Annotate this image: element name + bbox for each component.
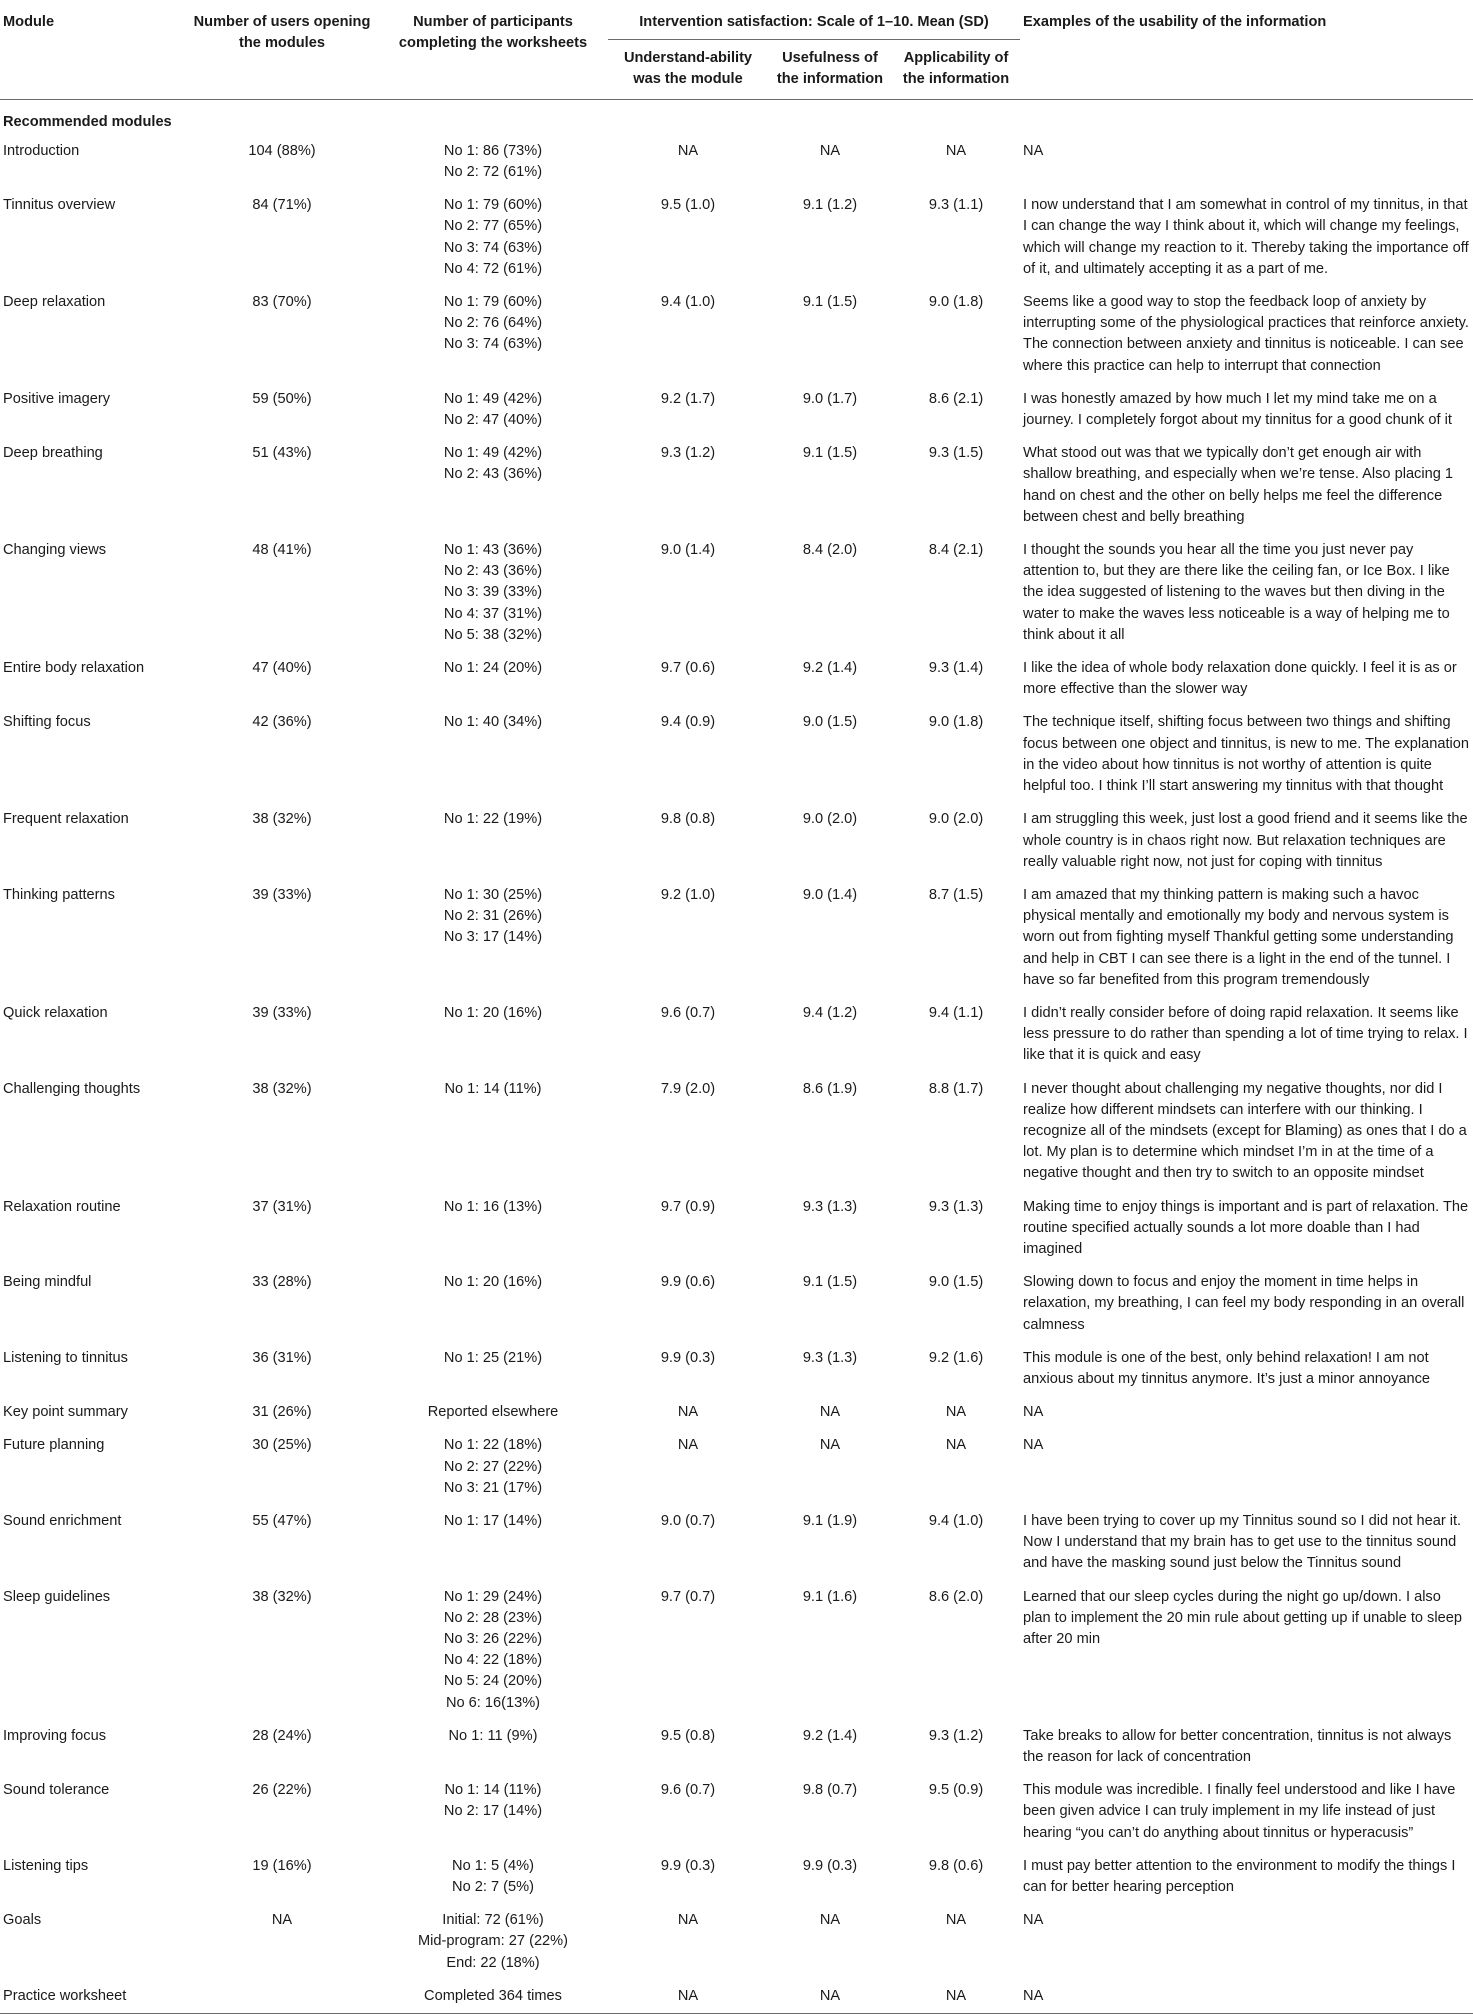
example-cell: I never thought about challenging my negative thoughts, nor did I realize how different mindsets can interfere with our thinking. I recognize all of the mindsets (except for Blaming) as ones that I do a lot. My plan is to determine which mindset I’m in at the time of a negative thought and then try to switch to an opposite mindset	[1023, 1080, 1467, 1182]
module-cell: Deep breathing	[3, 445, 103, 462]
applicability-cell: 9.3 (1.1)	[928, 197, 984, 214]
example-cell: Take breaks to allow for better concentration, tinnitus is not always the reason for lack of concentration	[1023, 1727, 1452, 1766]
module-cell: Challenging thoughts	[3, 1080, 141, 1097]
usefulness-cell: 9.3 (1.3)	[802, 1198, 858, 1215]
example-cell: Seems like a good way to stop the feedback loop of anxiety by interrupting some of the physiological practices that reinforce anxiety. The connection between anxiety and tinnitus is noticeable. I can see where this practice can help to interrupt that connection	[1023, 294, 1469, 374]
usefulness-cell: 9.0 (2.0)	[802, 811, 858, 828]
module-cell: Being mindful	[3, 1274, 92, 1291]
users-opening-cell: 33 (28%)	[252, 1274, 312, 1291]
worksheets-cell: No 1: 43 (36%) No 2: 43 (36%) No 3: 39 (33%) No 4: 37 (31%) No 5: 38 (32%)	[443, 542, 543, 643]
applicability-cell: NA	[945, 1404, 967, 1421]
example-cell: I like the idea of whole body relaxation done quickly. I feel it is as or more effective than the slower way	[1023, 660, 1457, 698]
applicability-cell: NA	[945, 1987, 967, 2004]
applicability-cell: NA	[945, 1437, 967, 1454]
understandability-cell: 9.9 (0.6)	[660, 1274, 716, 1291]
example-cell: Making time to enjoy things is important and is part of relaxation. The routine specified actually sounds a lot more doable than I had imagined	[1023, 1198, 1469, 1257]
understandability-cell: 9.9 (0.3)	[660, 1857, 716, 1874]
understandability-cell: NA	[677, 1912, 699, 1929]
header-usefulness: Usefulness of the information	[776, 50, 884, 88]
applicability-cell: 9.3 (1.4)	[928, 660, 984, 677]
users-opening-cell: 38 (32%)	[252, 1588, 312, 1605]
usefulness-cell: 9.1 (1.6)	[802, 1588, 858, 1605]
usefulness-cell: NA	[819, 1437, 841, 1454]
understandability-cell: 9.7 (0.9)	[660, 1198, 716, 1215]
applicability-cell: 9.0 (1.5)	[928, 1274, 984, 1291]
understandability-cell: 9.6 (0.7)	[660, 1782, 716, 1799]
example-cell: Learned that our sleep cycles during the night go up/down. I also plan to implement the 20 min rule about getting up if unable to sleep after 20 min	[1023, 1588, 1462, 1647]
understandability-cell: 9.7 (0.7)	[660, 1588, 716, 1605]
module-cell: Entire body relaxation	[3, 660, 145, 677]
example-cell: I didn’t really consider before of doing rapid relaxation. It seems like less pressure to do rather than spending a lot of time trying to relax. I like that it is quick and easy	[1023, 1004, 1468, 1064]
table-row	[0, 1720, 1473, 1774]
worksheets-cell: No 1: 79 (60%) No 2: 76 (64%) No 3: 74 (63%)	[443, 294, 543, 353]
worksheets-cell: No 1: 17 (14%)	[443, 1512, 543, 1529]
example-cell: I am struggling this week, just lost a good friend and it seems like the whole country is in chaos right now. But relaxation techniques are really valuable right now, not just for coping with tinnitus	[1023, 811, 1468, 870]
applicability-cell: 9.8 (0.6)	[928, 1857, 984, 1874]
example-cell: I must pay better attention to the environment to modify the things I can for better hearing perception	[1023, 1857, 1456, 1896]
usefulness-cell: 8.4 (2.0)	[802, 542, 858, 559]
understandability-cell: 9.2 (1.7)	[660, 390, 716, 407]
users-opening-cell: 104 (88%)	[248, 142, 316, 159]
users-opening-cell: 55 (47%)	[252, 1512, 312, 1529]
module-cell: Key point summary	[3, 1404, 128, 1421]
worksheets-cell: No 1: 20 (16%)	[443, 1274, 543, 1291]
users-opening-cell: 38 (32%)	[252, 1080, 312, 1097]
applicability-cell: 9.2 (1.6)	[928, 1349, 984, 1366]
table-row	[0, 1581, 1473, 1720]
applicability-cell: NA	[945, 142, 967, 159]
table-row	[0, 997, 1473, 1073]
users-opening-cell: 47 (40%)	[252, 660, 312, 677]
module-cell: Sound enrichment	[3, 1512, 122, 1529]
worksheets-cell: No 1: 5 (4%) No 2: 7 (5%)	[452, 1857, 534, 1896]
example-cell: NA	[1023, 1404, 1044, 1421]
module-cell: Deep relaxation	[3, 294, 106, 311]
header-module: Module	[3, 14, 55, 30]
worksheets-cell: No 1: 79 (60%) No 2: 77 (65%) No 3: 74 (63%) No 4: 72 (61%)	[443, 197, 543, 277]
module-cell: Improving focus	[3, 1727, 107, 1744]
worksheets-cell: No 1: 25 (21%)	[443, 1349, 543, 1366]
usefulness-cell: 9.2 (1.4)	[802, 660, 858, 677]
worksheets-cell: No 1: 40 (34%)	[443, 714, 543, 731]
table-row	[0, 437, 1473, 534]
module-cell: Thinking patterns	[3, 886, 115, 903]
example-cell: This module is one of the best, only behind relaxation! I am not anxious about my tinnitus anymore. It’s just a minor annoyance	[1023, 1349, 1430, 1387]
applicability-cell: 9.3 (1.3)	[928, 1198, 984, 1215]
module-cell: Practice worksheet	[3, 1987, 127, 2004]
understandability-cell: 9.6 (0.7)	[660, 1004, 716, 1021]
usefulness-cell: 9.1 (1.2)	[802, 197, 858, 214]
worksheets-cell: No 1: 49 (42%) No 2: 47 (40%)	[443, 390, 543, 429]
example-cell: What stood out was that we typically don’t get enough air with shallow breathing, and especially when we’re tense. Also placing 1 hand on chest and the other on belly helps me feel the difference between chest and belly breathing	[1023, 445, 1453, 525]
understandability-cell: NA	[677, 1437, 699, 1454]
users-opening-cell: 59 (50%)	[252, 390, 312, 407]
table-row	[0, 383, 1473, 437]
header-understandability: Understand-ability was the module	[623, 50, 753, 88]
example-cell: I now understand that I am somewhat in control of my tinnitus, in that I can change the way I think about it, which will change my feelings, which will change my reaction to it. Thereby taking the importance off of it, and ultimately accepting it as a part of me.	[1023, 197, 1469, 277]
users-opening-cell: 30 (25%)	[252, 1437, 312, 1454]
users-opening-cell: 51 (43%)	[252, 445, 312, 462]
understandability-cell: NA	[677, 142, 699, 159]
understandability-cell: 9.2 (1.0)	[660, 886, 716, 903]
users-opening-cell: 42 (36%)	[252, 714, 312, 731]
module-cell: Sleep guidelines	[3, 1588, 111, 1605]
table-row	[0, 1904, 1473, 1980]
applicability-cell: 8.7 (1.5)	[928, 886, 984, 903]
worksheets-cell: No 1: 29 (24%) No 2: 28 (23%) No 3: 26 (22%) No 4: 22 (18%) No 5: 24 (20%) No 6: 16(13%)	[443, 1588, 543, 1711]
example-cell: NA	[1023, 1987, 1044, 2004]
worksheets-cell: No 1: 20 (16%)	[443, 1004, 543, 1021]
example-cell: This module was incredible. I finally feel understood and like I have been given advice I can truly implement in my life instead of just hearing “you can’t do anything about tinnitus or hyperacusis”	[1023, 1782, 1456, 1841]
usefulness-cell: NA	[819, 1912, 841, 1929]
users-opening-cell: 28 (24%)	[252, 1727, 312, 1744]
table-row	[0, 1429, 1473, 1505]
worksheets-cell: No 1: 24 (20%)	[443, 660, 543, 677]
table-row	[0, 135, 1473, 189]
table-row	[0, 803, 1473, 879]
understandability-cell: 9.4 (1.0)	[660, 294, 716, 311]
worksheets-cell: Reported elsewhere	[427, 1404, 559, 1421]
module-cell: Introduction	[3, 142, 80, 159]
table-row	[0, 1073, 1473, 1191]
users-opening-cell: 26 (22%)	[252, 1782, 312, 1799]
module-cell: Future planning	[3, 1437, 105, 1454]
understandability-cell: 9.9 (0.3)	[660, 1349, 716, 1366]
example-cell: NA	[1023, 1437, 1044, 1454]
table-row	[0, 706, 1473, 803]
module-cell: Tinnitus overview	[3, 197, 116, 214]
applicability-cell: 9.4 (1.0)	[928, 1512, 984, 1529]
understandability-cell: 9.5 (1.0)	[660, 197, 716, 214]
applicability-cell: NA	[945, 1912, 967, 1929]
worksheets-cell: No 1: 14 (11%) No 2: 17 (14%)	[443, 1782, 543, 1820]
worksheets-cell: No 1: 14 (11%)	[444, 1080, 542, 1097]
usefulness-cell: NA	[819, 142, 841, 159]
applicability-cell: 8.6 (2.0)	[928, 1588, 984, 1605]
example-cell: I am amazed that my thinking pattern is making such a havoc physical mentally and emotionally my body and nervous system is worn out from fighting myself Thankful getting some understanding and help in CBT I can see there is a light in the end of the tunnel. I have so far benefited from this program tremendously	[1023, 886, 1454, 988]
worksheets-cell: No 1: 22 (18%) No 2: 27 (22%) No 3: 21 (17%)	[443, 1437, 543, 1496]
understandability-cell: 9.8 (0.8)	[660, 811, 716, 828]
example-cell: NA	[1023, 1912, 1044, 1929]
understandability-cell: NA	[677, 1404, 699, 1421]
worksheets-cell: No 1: 30 (25%) No 2: 31 (26%) No 3: 17 (14%)	[443, 886, 543, 946]
header-satisfaction-group: Intervention satisfaction: Scale of 1–10. Mean (SD)	[608, 0, 1020, 40]
applicability-cell: 9.3 (1.2)	[928, 1727, 984, 1744]
example-cell: NA	[1023, 142, 1044, 159]
understandability-cell: NA	[677, 1987, 699, 2004]
usefulness-cell: NA	[819, 1404, 841, 1421]
table-row	[0, 1266, 1473, 1342]
usefulness-cell: 9.9 (0.3)	[802, 1857, 858, 1874]
understandability-cell: 9.4 (0.9)	[660, 714, 716, 731]
module-cell: Relaxation routine	[3, 1198, 121, 1215]
usefulness-cell: 8.6 (1.9)	[802, 1080, 858, 1097]
worksheets-cell: Initial: 72 (61%) Mid-program: 27 (22%) End: 22 (18%)	[417, 1912, 569, 1971]
module-cell: Shifting focus	[3, 714, 91, 731]
example-cell: Slowing down to focus and enjoy the moment in time helps in relaxation, my breathing, I can feel my body responding in an overall calmness	[1023, 1274, 1465, 1333]
header-applicability: Applicability of the information	[902, 50, 1010, 88]
users-opening-cell: 48 (41%)	[252, 542, 312, 559]
usefulness-cell: 9.2 (1.4)	[802, 1727, 858, 1744]
header-participants-completing: Number of participants completing the worksheets	[398, 14, 588, 52]
table-row	[0, 1505, 1473, 1581]
usefulness-cell: 9.3 (1.3)	[802, 1349, 858, 1366]
worksheets-cell: No 1: 16 (13%)	[443, 1198, 543, 1215]
table-row	[0, 189, 1473, 286]
users-opening-cell: NA	[271, 1912, 293, 1929]
usefulness-cell: 9.0 (1.4)	[802, 886, 858, 903]
worksheets-cell: No 1: 86 (73%) No 2: 72 (61%)	[443, 142, 543, 181]
users-opening-cell: 31 (26%)	[252, 1404, 312, 1421]
applicability-cell: 9.0 (1.8)	[928, 294, 984, 311]
worksheets-cell: Completed 364 times	[424, 1987, 562, 2004]
module-cell: Listening to tinnitus	[3, 1349, 128, 1366]
applicability-cell: 8.6 (2.1)	[928, 390, 984, 407]
example-cell: I have been trying to cover up my Tinnitus sound so I did not hear it. Now I understand that my brain has to get use to the tinnitus sound and have the masking sound just below the Tinnitus sound	[1023, 1512, 1462, 1572]
usefulness-cell: 9.1 (1.5)	[802, 294, 858, 311]
applicability-cell: 9.3 (1.5)	[928, 445, 984, 462]
table-row	[0, 652, 1473, 706]
understandability-cell: 9.0 (1.4)	[660, 542, 716, 559]
usefulness-cell: 9.1 (1.5)	[802, 445, 858, 462]
applicability-cell: 9.0 (2.0)	[928, 811, 984, 828]
understandability-cell: 9.7 (0.6)	[660, 660, 716, 677]
module-cell: Changing views	[3, 542, 107, 559]
module-cell: Frequent relaxation	[3, 811, 129, 828]
module-cell: Sound tolerance	[3, 1782, 110, 1799]
usefulness-cell: 9.8 (0.7)	[802, 1782, 858, 1799]
applicability-cell: 8.4 (2.1)	[928, 542, 984, 559]
understandability-cell: 7.9 (2.0)	[660, 1080, 716, 1097]
understandability-cell: 9.3 (1.2)	[660, 445, 716, 462]
usefulness-cell: 9.1 (1.9)	[802, 1512, 858, 1529]
section-label: Recommended modules	[3, 113, 172, 130]
users-opening-cell: 83 (70%)	[252, 294, 312, 311]
applicability-cell: 8.8 (1.7)	[928, 1080, 984, 1097]
usefulness-cell: 9.0 (1.7)	[802, 390, 858, 407]
table-row	[0, 1396, 1473, 1429]
users-opening-cell: 39 (33%)	[252, 1004, 312, 1021]
applicability-cell: 9.4 (1.1)	[928, 1004, 984, 1021]
worksheets-cell: No 1: 22 (19%)	[443, 811, 543, 828]
understandability-cell: 9.5 (0.8)	[660, 1727, 716, 1744]
users-opening-cell: 38 (32%)	[252, 811, 312, 828]
users-opening-cell: 84 (71%)	[252, 197, 312, 214]
header-users-opening: Number of users opening the modules	[193, 14, 371, 52]
table-row	[0, 534, 1473, 652]
table-row	[0, 1191, 1473, 1267]
applicability-cell: 9.5 (0.9)	[928, 1782, 984, 1799]
header-examples: Examples of the usability of the information	[1023, 14, 1327, 30]
module-cell: Positive imagery	[3, 390, 111, 407]
users-opening-cell: 37 (31%)	[252, 1198, 312, 1215]
table-row	[0, 1850, 1473, 1904]
table-row	[0, 1342, 1473, 1396]
users-opening-cell: 36 (31%)	[252, 1349, 312, 1366]
example-cell: The technique itself, shifting focus between two things and shifting focus between one object and tinnitus, is new to me. The explanation in the video about how tinnitus is not worthy of attention is quite helpful too. I think I’ll start answering my tinnitus with that thought	[1023, 714, 1469, 795]
module-cell: Listening tips	[3, 1857, 89, 1874]
table-row	[0, 286, 1473, 383]
users-opening-cell: 39 (33%)	[252, 886, 312, 903]
understandability-cell: 9.0 (0.7)	[660, 1512, 716, 1529]
table-row	[0, 1774, 1473, 1850]
module-cell: Goals	[3, 1912, 42, 1929]
example-cell: I was honestly amazed by how much I let my mind take me on a journey. I completely forgot about my tinnitus for a good chunk of it	[1023, 390, 1452, 429]
usefulness-cell: 9.4 (1.2)	[802, 1004, 858, 1021]
table-row	[0, 1980, 1473, 2014]
usefulness-cell: 9.1 (1.5)	[802, 1274, 858, 1291]
usefulness-cell: 9.0 (1.5)	[802, 714, 858, 731]
table-row	[0, 879, 1473, 997]
users-opening-cell: 19 (16%)	[252, 1857, 312, 1874]
applicability-cell: 9.0 (1.8)	[928, 714, 984, 731]
module-cell: Quick relaxation	[3, 1004, 108, 1021]
worksheets-cell: No 1: 11 (9%)	[448, 1727, 538, 1744]
users-opening-cell	[186, 1980, 378, 2014]
usefulness-cell: NA	[819, 1987, 841, 2004]
worksheets-cell: No 1: 49 (42%) No 2: 43 (36%)	[443, 445, 543, 483]
example-cell: I thought the sounds you hear all the time you just never pay attention to, but they are there like the ceiling fan, or Ice Box. I like the idea suggested of listening to the waves but then diving in the water to make the waves less noticeable is a way of helping me to think about it all	[1023, 542, 1450, 643]
